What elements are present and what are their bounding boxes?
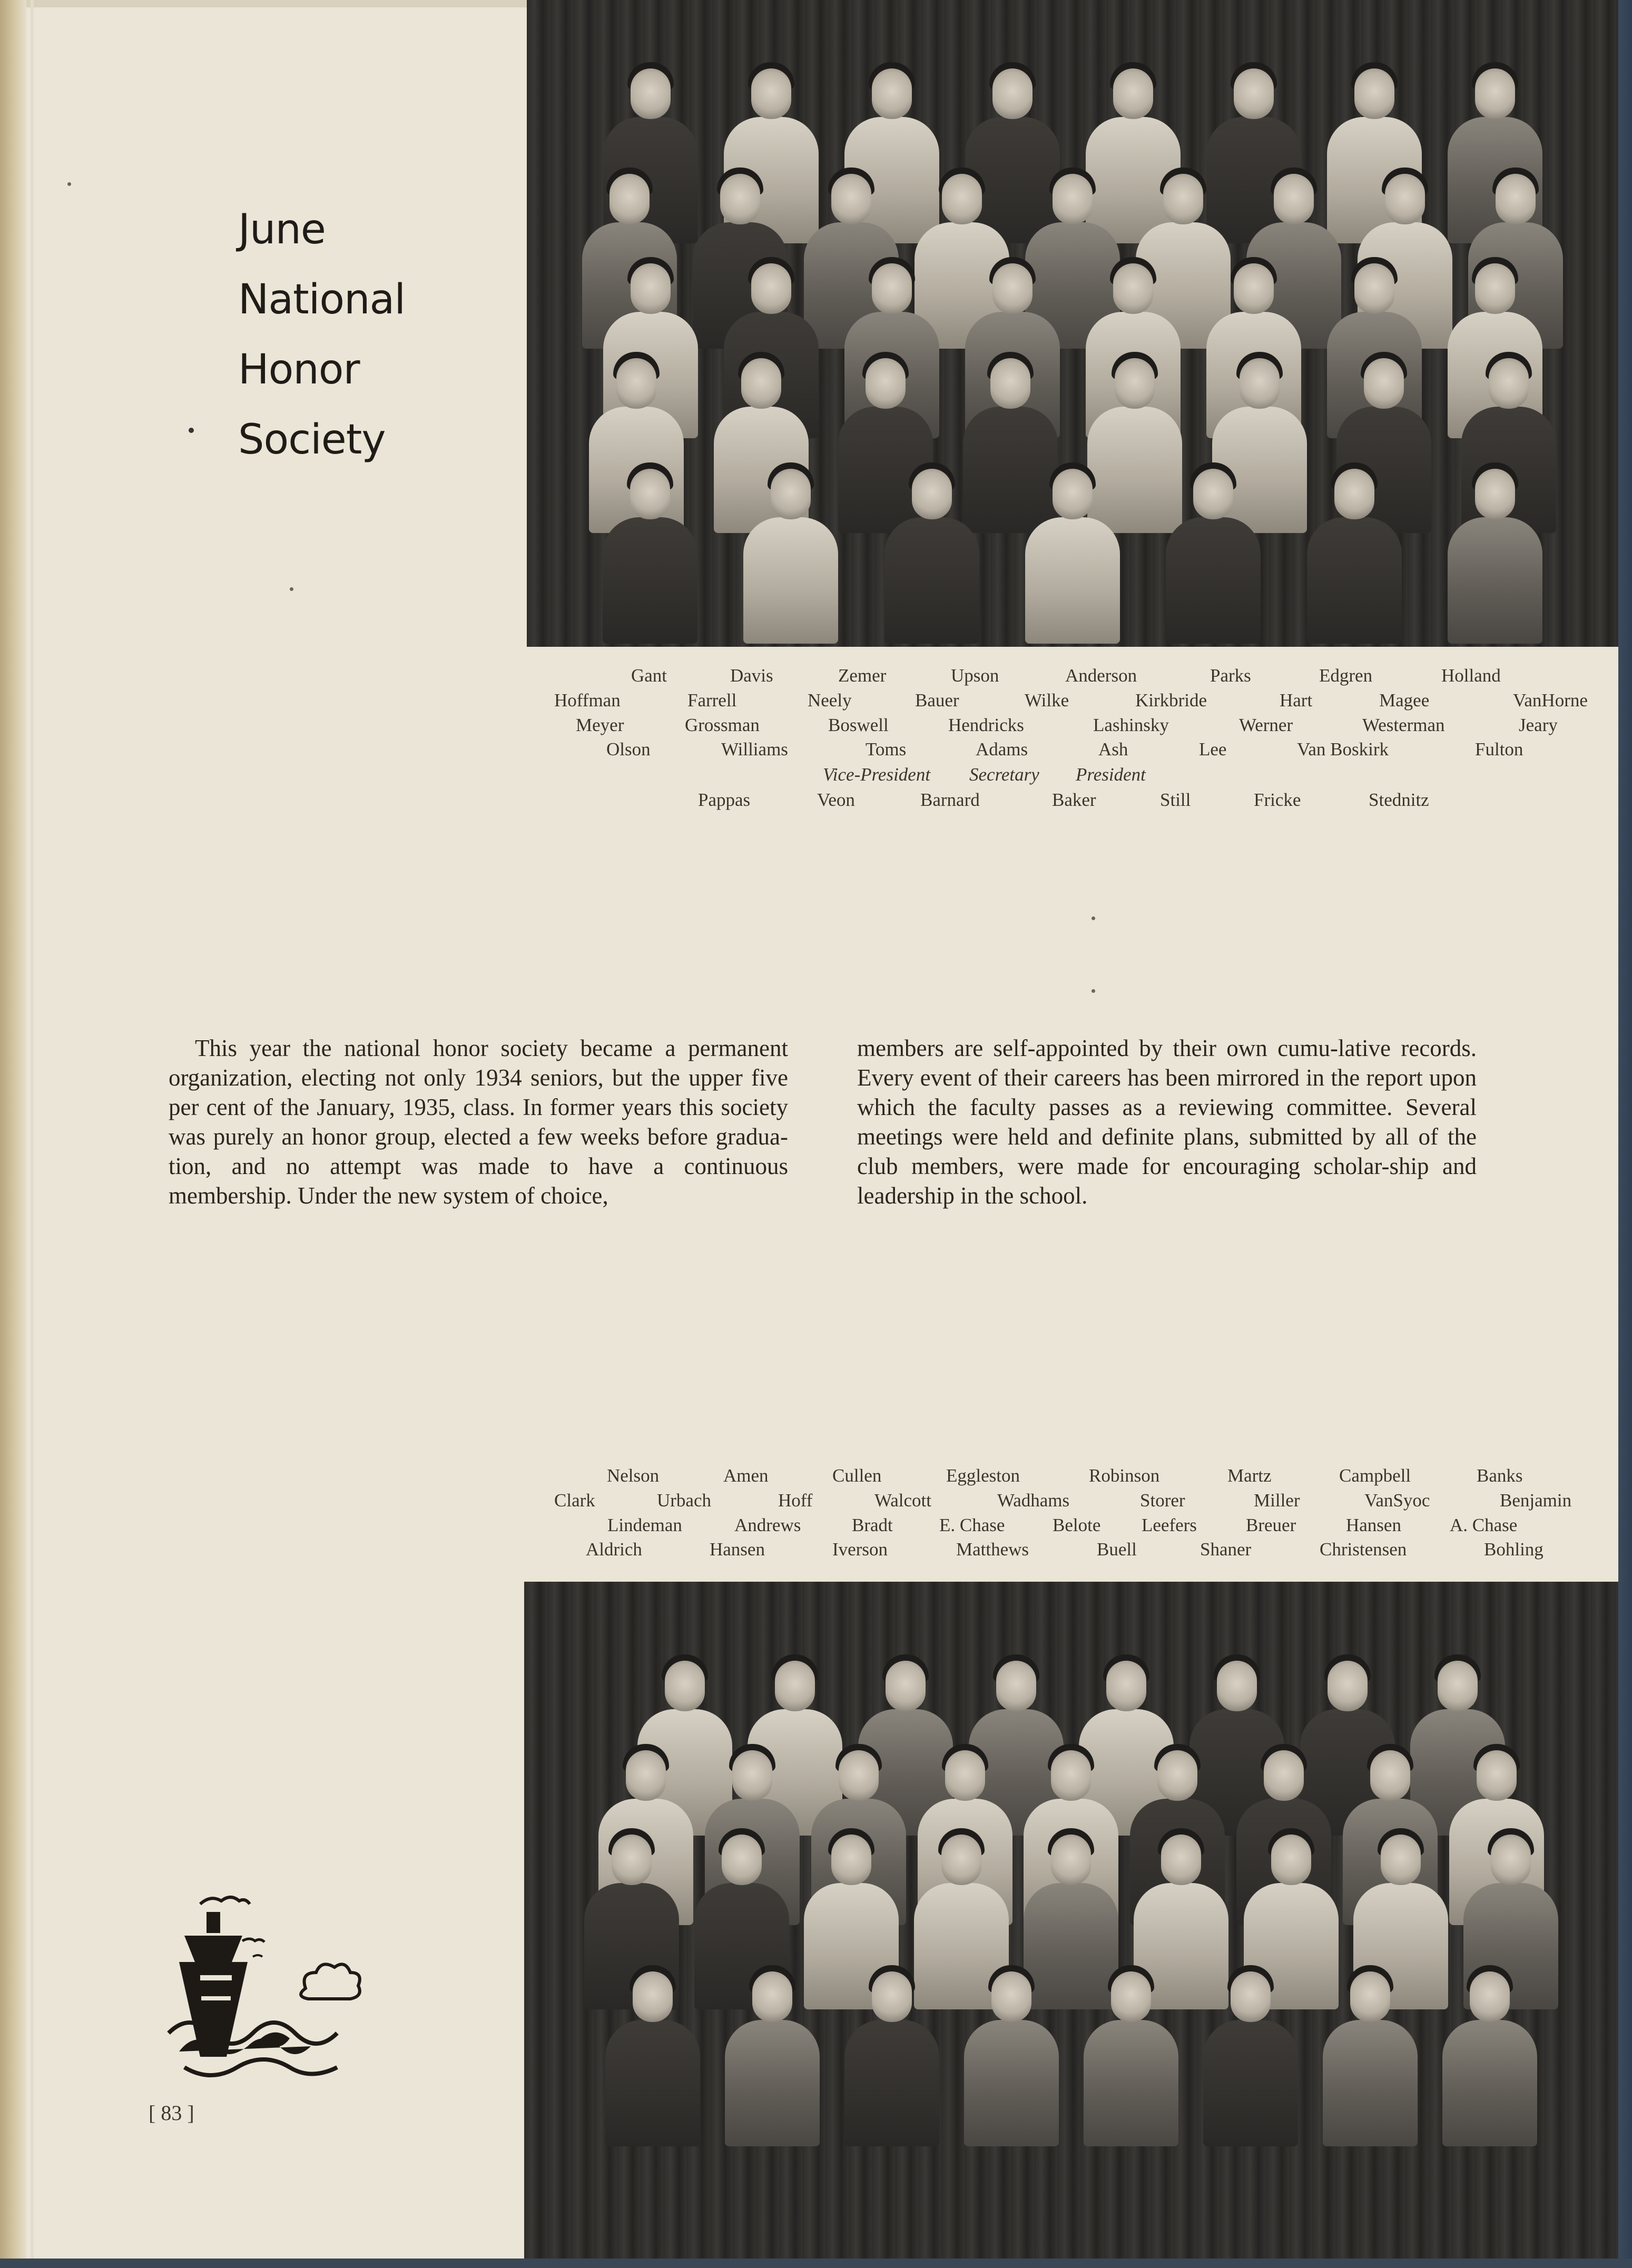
caption-name: Edgren (1319, 665, 1373, 686)
caption-name: Bradt (852, 1515, 893, 1535)
caption-name: Wadhams (997, 1490, 1070, 1511)
caption-name: Hansen (710, 1539, 765, 1560)
person-figure (1437, 1971, 1542, 2145)
caption-name: Buell (1097, 1539, 1137, 1560)
person-figure (879, 469, 985, 643)
caption-name: Farrell (687, 690, 737, 711)
caption-name: Lee (1199, 739, 1227, 760)
article-column-1 (169, 1033, 788, 1210)
page-number: [ 83 ] (149, 2101, 194, 2125)
person-figure (1442, 469, 1548, 643)
person-figure (720, 1971, 825, 2145)
page-right-edge (1618, 0, 1632, 2268)
speck (1092, 989, 1095, 993)
caption-name: Barnard (920, 790, 980, 810)
caption-name: Hoff (778, 1490, 813, 1511)
caption-name: Adams (976, 739, 1028, 760)
caption-name: Still (1160, 790, 1191, 810)
caption-name: Nelson (607, 1465, 660, 1486)
caption-name: Bohling (1484, 1539, 1543, 1560)
caption-name: Bauer (915, 690, 959, 711)
top-group-photo (527, 0, 1618, 647)
person-figure (839, 1971, 945, 2145)
article-text: This year the national honor society became a permanent organization, electing not only 1934 seniors, but the upper five per cent of the January, 1935, class. In former years this society was purely an honor group, elected a few weeks before gradua-tion, and no attempt was made to have a continuous membership. Under the new system of choice, (169, 1035, 788, 1209)
caption-name: Westerman (1362, 715, 1445, 735)
caption-name: Olson (606, 739, 651, 760)
caption-name: VanSyoc (1364, 1490, 1430, 1511)
caption-name: Miller (1254, 1490, 1300, 1511)
caption-name: Amen (723, 1465, 769, 1486)
caption-name: Leefers (1142, 1515, 1197, 1535)
caption-name: Gant (631, 665, 667, 686)
speck (1092, 916, 1095, 920)
caption-name: Hoffman (554, 690, 621, 711)
officer-title: President (1076, 764, 1146, 785)
caption-name: Kirkbride (1135, 690, 1207, 711)
caption-name: Clark (554, 1490, 595, 1511)
caption-name: Matthews (956, 1539, 1029, 1560)
person-figure (597, 469, 703, 643)
caption-name: Baker (1052, 790, 1096, 810)
caption-name: Breuer (1246, 1515, 1296, 1535)
page-binding (0, 0, 26, 2268)
person-figure (1318, 1971, 1423, 2145)
caption-name: Hart (1280, 690, 1313, 711)
caption-name: Andrews (734, 1515, 801, 1535)
article-text: members are self-appointed by their own cumu-lative records. Every event of their careers has been mirrored in the report upon which the faculty passes as a reviewing committee. Several meetings were held and definite plans, submitted by all of the club members, were made for encouraging scholar-ship and leadership in the school. (857, 1035, 1477, 1209)
caption-name: Aldrich (586, 1539, 642, 1560)
caption-name: Ash (1098, 739, 1128, 760)
caption-name: Christensen (1320, 1539, 1407, 1560)
caption-name: Werner (1239, 715, 1293, 735)
bottom-group-photo (524, 1582, 1618, 2259)
caption-name: Lashinsky (1093, 715, 1169, 735)
caption-name: Pappas (698, 790, 751, 810)
photo-row (527, 469, 1618, 643)
officer-title: Secretary (969, 764, 1039, 785)
caption-name: Stednitz (1369, 790, 1429, 810)
caption-name: Anderson (1065, 665, 1137, 686)
person-figure (1198, 1971, 1303, 2145)
caption-name: Shaner (1200, 1539, 1252, 1560)
person-figure (1302, 469, 1407, 643)
caption-name: Fulton (1475, 739, 1523, 760)
person-figure (738, 469, 843, 643)
caption-name: Fricke (1254, 790, 1301, 810)
person-figure (959, 1971, 1064, 2145)
person-figure (1078, 1971, 1184, 2145)
caption-name: Boswell (828, 715, 889, 735)
speck (67, 182, 71, 186)
caption-name: Magee (1379, 690, 1430, 711)
person-figure (1020, 469, 1125, 643)
title-line-june: June (238, 206, 326, 253)
caption-name: Jeary (1519, 715, 1558, 735)
caption-name: Banks (1477, 1465, 1523, 1486)
title-line-national: National (238, 276, 406, 323)
caption-name: Robinson (1089, 1465, 1160, 1486)
photo-row (524, 1971, 1618, 2145)
caption-name: Grossman (685, 715, 760, 735)
steamship-ornament-icon (163, 1883, 395, 2109)
caption-name: Walcott (874, 1490, 931, 1511)
caption-name: Urbach (657, 1490, 712, 1511)
caption-name: E. Chase (939, 1515, 1005, 1535)
caption-name: Belote (1053, 1515, 1101, 1535)
caption-name: Hendricks (948, 715, 1024, 735)
caption-name: Holland (1441, 665, 1501, 686)
caption-name: Neely (808, 690, 852, 711)
caption-name: Benjamin (1500, 1490, 1572, 1511)
person-figure (1161, 469, 1266, 643)
title-line-society: Society (238, 416, 386, 464)
person-figure (600, 1971, 705, 2145)
caption-name: Zemer (838, 665, 887, 686)
caption-name: Veon (817, 790, 855, 810)
article-column-2 (857, 1033, 1477, 1210)
title-line-honor: Honor (238, 346, 360, 393)
caption-name: A. Chase (1450, 1515, 1518, 1535)
caption-name: Campbell (1339, 1465, 1411, 1486)
caption-name: VanHorne (1513, 690, 1588, 711)
caption-name: Davis (730, 665, 773, 686)
caption-name: Meyer (576, 715, 624, 735)
title-bullet (189, 428, 194, 433)
caption-name: Iverson (832, 1539, 888, 1560)
caption-name: Martz (1227, 1465, 1272, 1486)
speck (290, 587, 293, 591)
caption-name: Upson (951, 665, 999, 686)
page-bottom-edge (0, 2259, 1632, 2268)
caption-name: Van Boskirk (1297, 739, 1389, 760)
caption-name: Eggleston (946, 1465, 1020, 1486)
caption-name: Toms (866, 739, 907, 760)
caption-name: Parks (1210, 665, 1251, 686)
caption-name: Hansen (1346, 1515, 1401, 1535)
caption-name: Cullen (832, 1465, 882, 1486)
caption-name: Lindeman (607, 1515, 682, 1535)
officer-title: Vice-President (823, 764, 931, 785)
binding-crease (31, 0, 34, 2268)
caption-name: Williams (721, 739, 788, 760)
caption-name: Wilke (1025, 690, 1069, 711)
section-title (238, 195, 405, 475)
caption-name: Storer (1140, 1490, 1185, 1511)
